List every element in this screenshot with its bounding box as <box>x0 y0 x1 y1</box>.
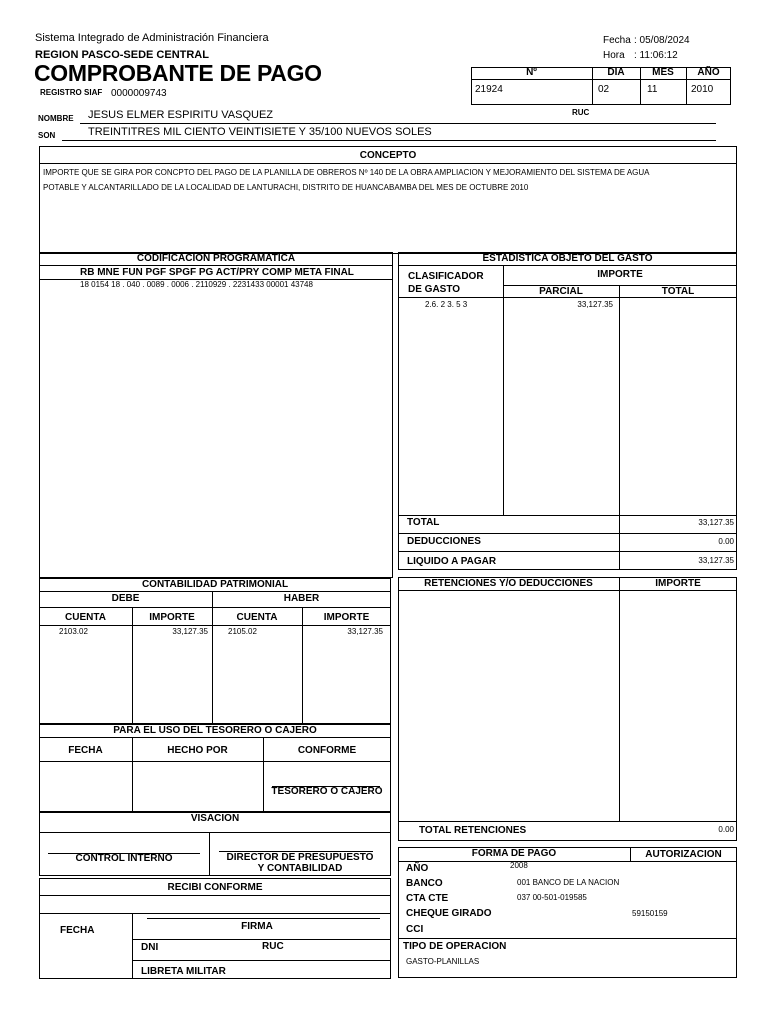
parcial-label: PARCIAL <box>539 286 583 297</box>
importe-label: IMPORTE <box>597 269 643 280</box>
haber-importe-value: 33,127.35 <box>347 627 383 636</box>
autorizacion-label: AUTORIZACION <box>645 849 722 860</box>
tesorero-fecha-label: FECHA <box>68 745 103 756</box>
total-retenciones-value: 0.00 <box>718 825 734 834</box>
total-row-label: TOTAL <box>407 517 440 528</box>
total-row-value: 33,127.35 <box>698 518 734 527</box>
clasificador-label: CLASIFICADOR DE GASTO <box>408 271 484 295</box>
anio-value: 2008 <box>510 861 528 870</box>
tipo-operacion-value: GASTO-PLANILLAS <box>406 957 480 966</box>
doc-dia-header: DIA <box>607 67 625 78</box>
doc-no-header: Nº <box>526 67 537 78</box>
visacion-title: VISACION <box>190 813 240 824</box>
deducciones-label: DEDUCCIONES <box>407 536 481 547</box>
libreta-label: LIBRETA MILITAR <box>141 966 226 977</box>
conforme-label: CONFORME <box>297 745 357 756</box>
concepto-line2: POTABLE Y ALCANTARILLADO DE LA LOCALIDAD DE LANTURACHI, DISTRITO DE HUANCABAMBA DEL MES DE OCTUBRE 2010 <box>43 183 529 192</box>
doc-anio-header: AÑO <box>697 67 720 78</box>
clasificador-value: 2.6. 2 3. 5 3 <box>425 300 468 309</box>
forma-pago-title: FORMA DE PAGO <box>471 848 557 859</box>
anio-label: AÑO <box>406 863 429 874</box>
son-label: SON <box>38 131 56 140</box>
debe-importe-value: 33,127.35 <box>172 627 208 636</box>
codificacion-title: CODIFICACION PROGRAMATICA <box>136 253 296 264</box>
recibi-title: RECIBI CONFORME <box>167 882 263 893</box>
deducciones-value: 0.00 <box>718 537 734 546</box>
retenciones-importe-label: IMPORTE <box>655 578 701 589</box>
hora-label: Hora <box>603 50 625 61</box>
concepto-title: CONCEPTO <box>359 150 417 161</box>
son-value: TREINTITRES MIL CIENTO VEINTISIETE Y 35/100 NUEVOS SOLES <box>88 126 432 138</box>
siaf-label: REGISTRO SIAF <box>40 88 103 97</box>
debe-label: DEBE <box>111 593 140 604</box>
total-label: TOTAL <box>661 286 695 297</box>
recibi-fecha-label: FECHA <box>60 925 95 936</box>
concepto-line1: IMPORTE QUE SE GIRA POR CONCPTO DEL PAGO DE LA PLANILLA DE OBREROS Nº 140 DE LA OBRA AMPLIACION Y MEJORAMIENTO DEL SISTEMA DE AGUA <box>43 168 650 177</box>
retenciones-box <box>398 577 737 841</box>
doc-mes-value: 11 <box>647 84 658 95</box>
hora-value: : 11:06:12 <box>634 50 678 61</box>
liquido-label: LIQUIDO A PAGAR <box>407 556 497 567</box>
debe-cuenta-value: 2103.02 <box>59 627 88 636</box>
region-name: REGION PASCO-SEDE CENTRAL <box>35 49 209 61</box>
fecha-value: : 05/08/2024 <box>634 35 690 46</box>
haber-importe-label: IMPORTE <box>323 612 370 623</box>
contabilidad-title: CONTABILIDAD PATRIMONIAL <box>141 579 289 590</box>
siaf-value: 0000009743 <box>111 88 167 99</box>
total-retenciones-label: TOTAL RETENCIONES <box>419 825 527 836</box>
codificacion-box <box>39 252 393 578</box>
doc-no-value: 21924 <box>475 84 503 95</box>
fecha-label: Fecha <box>603 35 631 46</box>
system-name: Sistema Integrado de Administración Financiera <box>35 32 269 44</box>
cci-label: CCI <box>406 924 424 935</box>
cta-cte-value: 037 00-501-019585 <box>517 893 587 902</box>
control-interno-label: CONTROL INTERNO <box>75 853 173 864</box>
banco-value: 001 BANCO DE LA NACION <box>517 878 620 887</box>
cheque-value: 59150159 <box>632 909 668 918</box>
doc-anio-value: 2010 <box>691 84 714 95</box>
dni-label: DNI <box>141 942 159 953</box>
director-label <box>209 852 391 874</box>
debe-importe-label: IMPORTE <box>149 612 195 623</box>
cheque-label: CHEQUE GIRADO <box>406 908 492 919</box>
director-label-line1: DIRECTOR DE PRESUPUESTO <box>226 852 374 863</box>
debe-cuenta-label: CUENTA <box>65 612 106 623</box>
firma-label: FIRMA <box>241 921 273 932</box>
doc-mes-header: MES <box>652 67 674 78</box>
doc-dia-value: 02 <box>598 84 610 95</box>
codificacion-row: 18 0154 18 . 040 . 0089 . 0006 . 2110929 . 2231433 00001 43748 <box>80 280 313 289</box>
hecho-por-label: HECHO POR <box>167 745 228 756</box>
parcial-value: 33,127.35 <box>577 300 613 309</box>
codificacion-header: RB MNE FUN PGF SPGF PG ACT/PRY COMP META FINAL <box>80 267 354 278</box>
tesorero-title: PARA EL USO DEL TESORERO O CAJERO <box>113 725 317 736</box>
retenciones-title: RETENCIONES Y/O DEDUCCIONES <box>424 578 593 589</box>
director-label-line2: Y CONTABILIDAD <box>257 863 343 874</box>
tipo-operacion-label: TIPO DE OPERACION <box>403 941 507 952</box>
haber-cuenta-label: CUENTA <box>236 612 278 623</box>
ruc-label: RUC <box>572 108 590 117</box>
nombre-value: JESUS ELMER ESPIRITU VASQUEZ <box>88 109 274 121</box>
recibi-ruc-label: RUC <box>262 941 284 952</box>
nombre-label: NOMBRE <box>38 114 74 123</box>
estadistica-title: ESTADISTICA OBJETO DEL GASTO <box>482 253 653 264</box>
haber-cuenta-value: 2105.02 <box>228 627 257 636</box>
page-title: COMPROBANTE DE PAGO <box>34 60 322 86</box>
banco-label: BANCO <box>406 878 443 889</box>
tesorero-signature-label: TESORERO O CAJERO <box>271 786 383 797</box>
haber-label: HABER <box>283 593 320 604</box>
cta-cte-label: CTA CTE <box>406 893 449 904</box>
liquido-value: 33,127.35 <box>698 556 734 565</box>
